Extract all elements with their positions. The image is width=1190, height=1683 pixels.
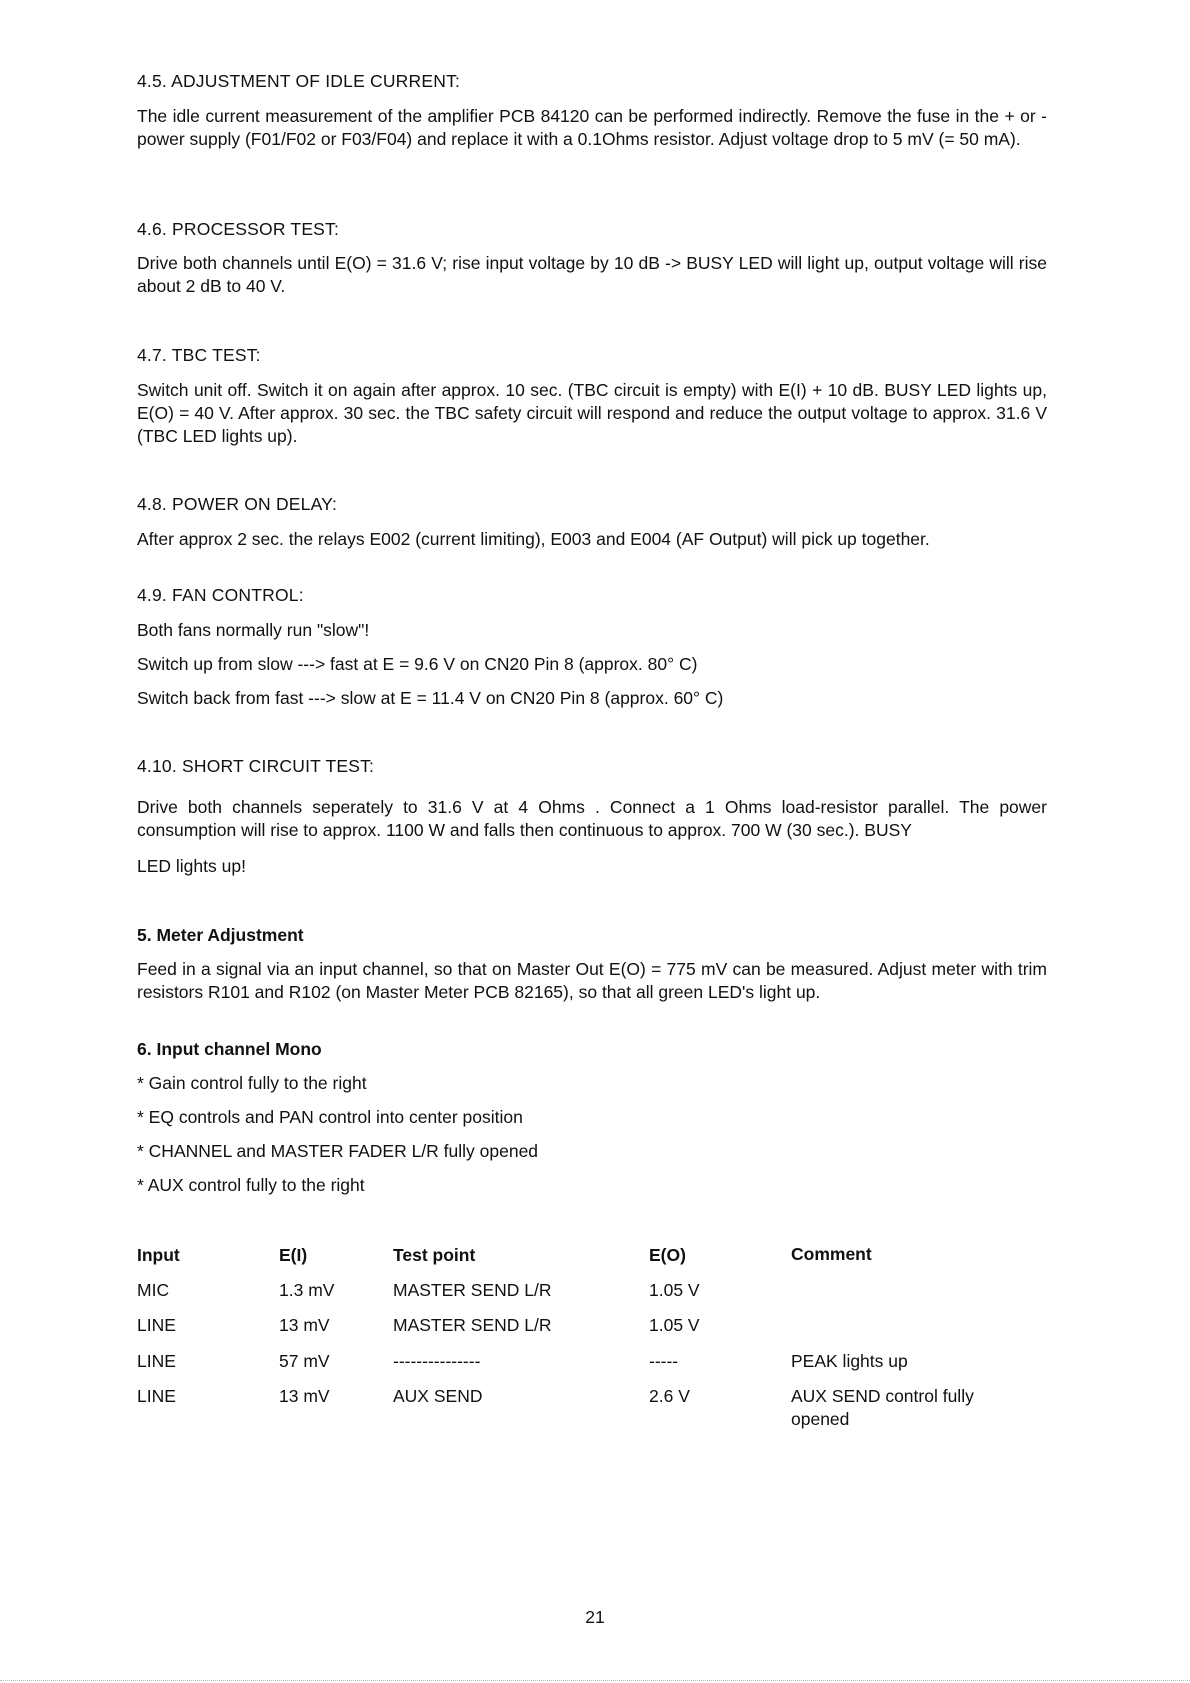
setup-line-4: * AUX control fully to the right [137,1175,365,1195]
cell-eo: 1.05 V [649,1280,700,1300]
section-4-10-body-end: LED lights up! [137,856,246,876]
cell-comment: PEAK lights up [791,1351,908,1371]
section-5-body: Feed in a signal via an input channel, so that on Master Out E(O) = 775 mV can be measured. Adjust meter with trim resistors R101 and R102 (on Master Meter PCB 82165), so that all green LED's light up. [137,959,1047,1002]
header-test-point: Test point [393,1245,476,1265]
cell-ei: 13 mV [279,1386,330,1406]
section-4-6-heading: 4.6. PROCESSOR TEST: [137,219,340,239]
header-eo: E(O) [649,1245,686,1265]
fan-line-1: Both fans normally run "slow"! [137,620,370,640]
section-4-9-heading: 4.9. FAN CONTROL: [137,585,304,605]
cell-input: LINE [137,1315,176,1335]
cell-ei: 13 mV [279,1315,330,1335]
cell-test-point: MASTER SEND L/R [393,1315,552,1335]
cell-input: LINE [137,1351,176,1371]
section-4-7-body: Switch unit off. Switch it on again after approx. 10 sec. (TBC circuit is empty) with E(I) + 10 dB. BUSY LED lights up, E(O) = 40 V. After approx. 30 sec. the TBC safety circuit will respond and reduce the output voltage to approx. 31.6 V (TBC LED lights up). [137,380,1047,446]
cell-ei: 1.3 mV [279,1280,335,1300]
cell-input: MIC [137,1280,170,1300]
section-4-10-body: Drive both channels seperately to 31.6 V at 4 Ohms . Connect a 1 Ohms load-resistor parallel. The power consumption will rise to approx. 1100 W and falls then continuous to approx. 700 W (30 sec.). BUSY [137,797,1047,840]
section-4-5-heading: 4.5. ADJUSTMENT OF IDLE CURRENT: [137,71,461,91]
section-4-8-heading: 4.8. POWER ON DELAY: [137,494,338,514]
cell-eo: 2.6 V [649,1386,690,1406]
cell-test-point: --------------- [393,1351,481,1371]
cell-test-point: AUX SEND [393,1386,483,1406]
setup-line-3: * CHANNEL and MASTER FADER L/R fully opened [137,1141,539,1161]
header-ei: E(I) [279,1245,308,1265]
fan-line-3: Switch back from fast ---> slow at E = 11.4 V on CN20 Pin 8 (approx. 60° C) [137,688,724,708]
section-5-heading: 5. Meter Adjustment [137,925,304,945]
cell-comment: AUX SEND control fully opened [791,1386,974,1429]
section-4-5-body: The idle current measurement of the amplifier PCB 84120 can be performed indirectly. Remove the fuse in the + or - power supply (F01/F02 or F03/F04) and replace it with a 0.1Ohms resistor. Adjust voltage drop to 5 mV (= 50 mA). [137,106,1047,149]
section-4-6-body: Drive both channels until E(O) = 31.6 V; rise input voltage by 10 dB -> BUSY LED will light up, output voltage will rise about 2 dB to 40 V. [137,253,1047,296]
section-4-7-heading: 4.7. TBC TEST: [137,345,261,365]
setup-line-1: * Gain control fully to the right [137,1073,367,1093]
section-6-heading: 6. Input channel Mono [137,1039,322,1059]
cell-ei: 57 mV [279,1351,330,1371]
cell-eo: 1.05 V [649,1315,700,1335]
section-4-10-heading: 4.10. SHORT CIRCUIT TEST: [137,756,375,776]
page-number: 21 [585,1607,605,1627]
header-input: Input [137,1245,180,1265]
bottom-divider [0,1680,1190,1681]
cell-input: LINE [137,1386,176,1406]
fan-line-2: Switch up from slow ---> fast at E = 9.6 V on CN20 Pin 8 (approx. 80° C) [137,654,698,674]
section-4-8-body: After approx 2 sec. the relays E002 (current limiting), E003 and E004 (AF Output) will pick up together. [137,529,930,549]
cell-eo: ----- [649,1351,679,1371]
cell-test-point: MASTER SEND L/R [393,1280,552,1300]
header-comment: Comment [791,1244,872,1264]
setup-line-2: * EQ controls and PAN control into center position [137,1107,523,1127]
